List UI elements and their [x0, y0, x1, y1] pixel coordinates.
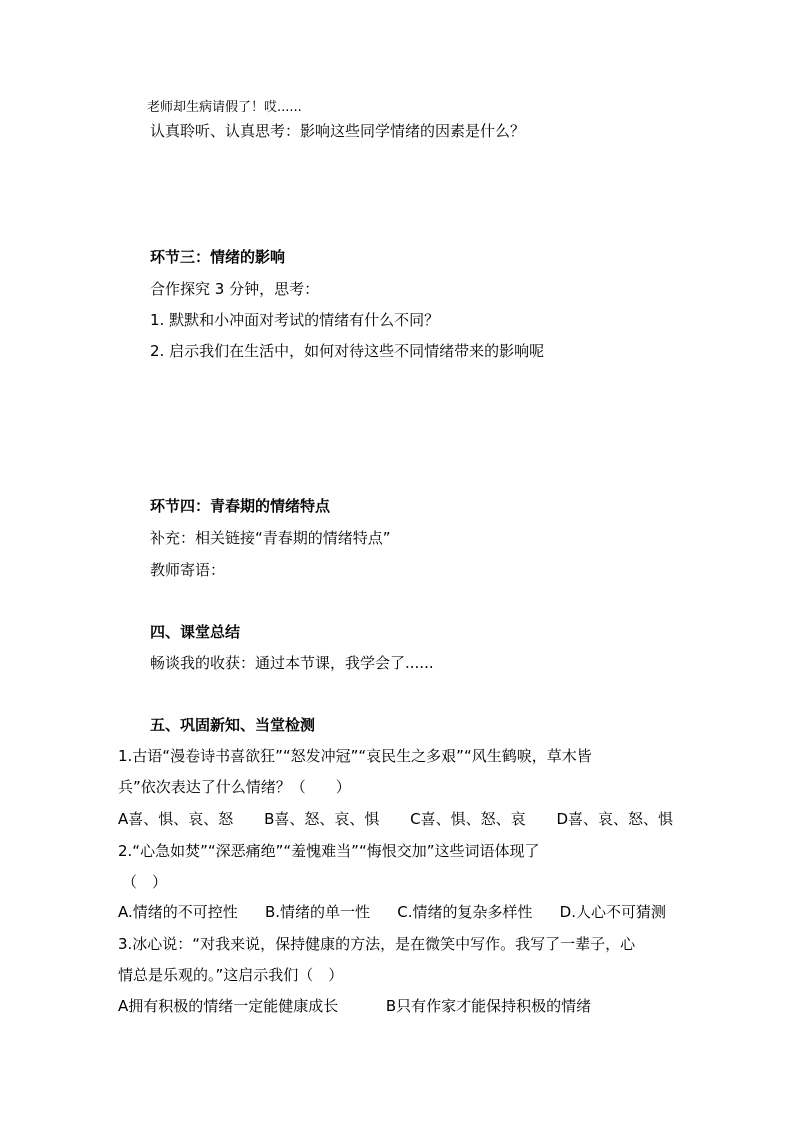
- section3-question-2: 2. 启示我们在生活中，如何对待这些不同情绪带来的影响呢: [150, 342, 545, 360]
- summary-heading: 四、课堂总结: [150, 623, 241, 641]
- section4-supplement: 补充：相关链接“青春期的情绪特点”: [150, 529, 391, 547]
- section3-question-1: 1. 默默和小冲面对考试的情绪有什么不同？: [150, 311, 440, 329]
- intro-line-1: 老师却生病请假了！哎......: [147, 100, 302, 115]
- quiz-q3-line-2: 情总是乐观的。”这启示我们（ ）: [118, 966, 344, 984]
- quiz-q1-option-a: A喜、惧、哀、怒: [118, 810, 234, 828]
- section3-heading: 环节三：情绪的影响: [150, 248, 286, 266]
- quiz-q1-options: [118, 809, 673, 829]
- quiz-q2-option-c: C.情绪的复杂多样性: [397, 903, 533, 921]
- quiz-q1-option-d: D喜、哀、怒、惧: [556, 810, 673, 828]
- quiz-q2-options: [118, 902, 666, 922]
- summary-text: 畅谈我的收获：通过本节课，我学会了......: [150, 654, 434, 672]
- quiz-q3-option-b: B只有作家才能保持积极的情绪: [385, 997, 592, 1015]
- quiz-q1-option-c: C喜、惧、怒、哀: [410, 810, 526, 828]
- quiz-q1-line-2: 兵”依次表达了什么情绪？（ ）: [118, 778, 351, 796]
- quiz-heading: 五、巩固新知、当堂检测: [150, 716, 316, 734]
- quiz-q3-line-1: 3.冰心说：“对我来说，保持健康的方法，是在微笑中写作。我写了一辈子，心: [118, 935, 636, 953]
- intro-line-2: 认真聆听、认真思考：影响这些同学情绪的因素是什么？: [150, 122, 526, 140]
- quiz-q2-option-b: B.情绪的单一性: [264, 903, 371, 921]
- quiz-q2-line-2: （ ）: [122, 873, 168, 891]
- quiz-q2-line-1: 2.“心急如焚”“深恶痛绝”“羞愧难当”“悔恨交加”这些词语体现了: [118, 842, 540, 860]
- section4-teacher-message: 教师寄语：: [150, 561, 226, 579]
- quiz-q2-option-a: A.情绪的不可控性: [118, 903, 238, 921]
- quiz-q2-option-d: D.人心不可猜测: [559, 903, 666, 921]
- section4-heading: 环节四：青春期的情绪特点: [150, 497, 331, 515]
- quiz-q3-option-a: A拥有积极的情绪一定能健康成长: [118, 997, 339, 1015]
- quiz-q1-option-b: B喜、怒、哀、惧: [264, 810, 380, 828]
- quiz-q3-options: [118, 996, 618, 1016]
- section3-prompt: 合作探究 3 分钟，思考：: [150, 280, 320, 298]
- quiz-q1-line-1: 1.古语“漫卷诗书喜欲狂”“怒发冲冠”“哀民生之多艰”“风生鹤唳，草木皆: [118, 747, 592, 765]
